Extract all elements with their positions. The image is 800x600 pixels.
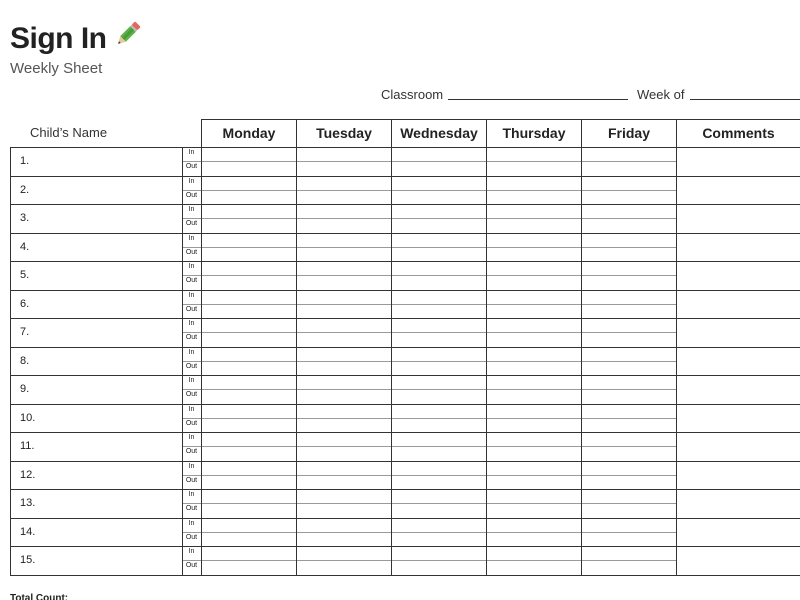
in-label: In: [188, 320, 195, 327]
day-column-divider: [486, 147, 487, 575]
time-in-cell-tuesday[interactable]: [297, 461, 390, 474]
time-in-cell-tuesday[interactable]: [297, 347, 390, 360]
page-subtitle: Weekly Sheet: [10, 60, 103, 77]
time-in-cell-wednesday[interactable]: [392, 375, 485, 388]
time-out-cell-friday[interactable]: [582, 190, 675, 203]
time-out-cell-tuesday[interactable]: [297, 190, 390, 203]
in-out-divider: [182, 275, 676, 276]
in-out-divider: [182, 161, 676, 162]
week-of-label: Week of: [637, 87, 685, 102]
in-out-divider: [182, 475, 676, 476]
time-out-cell-thursday[interactable]: [487, 446, 580, 459]
in-out-divider: [182, 389, 676, 390]
day-header-friday: Friday: [581, 119, 677, 147]
time-out-cell-thursday[interactable]: [487, 275, 580, 288]
page-title: Sign In: [10, 22, 107, 55]
time-in-cell-tuesday[interactable]: [297, 546, 390, 559]
time-in-cell-monday[interactable]: [202, 318, 295, 331]
time-in-cell-friday[interactable]: [582, 318, 675, 331]
in-out-divider: [182, 361, 676, 362]
week-of-field-line[interactable]: [690, 99, 800, 100]
row-number: 7.: [20, 326, 30, 338]
in-out-divider: [182, 446, 676, 447]
time-out-cell-friday[interactable]: [582, 275, 675, 288]
time-out-cell-tuesday[interactable]: [297, 332, 390, 345]
time-in-cell-friday[interactable]: [582, 461, 675, 474]
time-in-cell-monday[interactable]: [202, 261, 295, 274]
time-out-cell-thursday[interactable]: [487, 332, 580, 345]
time-out-cell-friday[interactable]: [582, 218, 675, 231]
time-in-cell-tuesday[interactable]: [297, 375, 390, 388]
comments-header: Comments: [676, 119, 800, 147]
classroom-label: Classroom: [381, 87, 444, 102]
time-in-cell-thursday[interactable]: [487, 461, 580, 474]
time-in-cell-thursday[interactable]: [487, 432, 580, 445]
time-in-cell-wednesday[interactable]: [392, 347, 485, 360]
row-number: 15.: [20, 554, 36, 566]
time-out-cell-tuesday[interactable]: [297, 418, 390, 431]
time-in-cell-friday[interactable]: [582, 432, 675, 445]
time-out-cell-thursday[interactable]: [487, 560, 580, 573]
time-out-cell-tuesday[interactable]: [297, 475, 390, 488]
time-in-cell-thursday[interactable]: [487, 261, 580, 274]
time-out-cell-friday[interactable]: [582, 247, 675, 260]
out-label: Out: [185, 505, 198, 512]
name-column-divider: [182, 147, 183, 575]
comments-cell[interactable]: [677, 233, 800, 261]
time-out-cell-wednesday[interactable]: [392, 503, 485, 516]
out-label: Out: [185, 476, 198, 484]
comments-cell[interactable]: [677, 546, 800, 574]
time-out-cell-monday[interactable]: [202, 190, 295, 203]
time-in-cell-monday[interactable]: [202, 404, 295, 417]
time-in-cell-tuesday[interactable]: [297, 147, 390, 160]
time-in-cell-thursday[interactable]: [487, 375, 580, 388]
row-number: 4.: [20, 240, 30, 253]
comments-cell[interactable]: [677, 404, 800, 432]
time-in-cell-wednesday[interactable]: [392, 147, 485, 160]
in-label: In: [188, 434, 195, 441]
time-out-cell-friday[interactable]: [582, 560, 675, 573]
time-out-cell-thursday[interactable]: [487, 247, 580, 260]
time-out-cell-friday[interactable]: [582, 532, 675, 545]
time-out-cell-tuesday[interactable]: [297, 304, 390, 317]
row-number: 2.: [20, 183, 30, 196]
time-out-cell-friday[interactable]: [582, 304, 675, 317]
time-in-cell-monday[interactable]: [202, 461, 295, 474]
pencil-icon: [113, 19, 143, 54]
time-in-cell-thursday[interactable]: [487, 404, 580, 417]
time-in-cell-friday[interactable]: [582, 147, 675, 160]
in-out-divider: [182, 190, 676, 191]
in-label: In: [188, 206, 195, 213]
in-label: In: [188, 149, 195, 156]
in-label: In: [188, 462, 195, 470]
time-out-cell-friday[interactable]: [582, 361, 675, 374]
time-out-cell-thursday[interactable]: [487, 418, 580, 431]
out-label: Out: [185, 362, 198, 370]
in-label: In: [188, 491, 195, 498]
in-label: In: [188, 177, 195, 185]
time-in-cell-friday[interactable]: [582, 261, 675, 274]
out-label: Out: [185, 191, 198, 199]
time-in-cell-thursday[interactable]: [487, 290, 580, 303]
row-number: 11.: [20, 440, 35, 452]
time-out-cell-thursday[interactable]: [487, 475, 580, 488]
time-out-cell-wednesday[interactable]: [392, 361, 485, 374]
comments-cell[interactable]: [677, 147, 800, 175]
time-in-cell-friday[interactable]: [582, 489, 675, 502]
time-in-cell-wednesday[interactable]: [392, 290, 485, 303]
time-out-cell-thursday[interactable]: [487, 503, 580, 516]
time-in-cell-friday[interactable]: [582, 290, 675, 303]
time-in-cell-friday[interactable]: [582, 546, 675, 559]
attendance-grid: [10, 147, 800, 575]
in-out-divider: [182, 532, 676, 533]
time-out-cell-monday[interactable]: [202, 418, 295, 431]
comments-cell[interactable]: [677, 347, 800, 375]
time-out-cell-wednesday[interactable]: [392, 161, 485, 174]
time-in-cell-tuesday[interactable]: [297, 404, 390, 417]
time-out-cell-friday[interactable]: [582, 332, 675, 345]
row-divider: [10, 575, 800, 576]
time-out-cell-monday[interactable]: [202, 304, 295, 317]
time-out-cell-wednesday[interactable]: [392, 332, 485, 345]
time-in-cell-tuesday[interactable]: [297, 233, 390, 246]
time-in-cell-friday[interactable]: [582, 404, 675, 417]
in-out-divider: [182, 218, 676, 219]
time-out-cell-wednesday[interactable]: [392, 532, 485, 545]
time-in-cell-thursday[interactable]: [487, 176, 580, 189]
child-name-header: Child’s Name: [30, 125, 108, 140]
comments-cell[interactable]: [677, 375, 800, 403]
time-in-cell-wednesday[interactable]: [392, 432, 485, 445]
time-out-cell-friday[interactable]: [582, 446, 675, 459]
time-out-cell-thursday[interactable]: [487, 161, 580, 174]
day-column-divider: [296, 147, 297, 575]
time-out-cell-monday[interactable]: [202, 560, 295, 573]
time-in-cell-monday[interactable]: [202, 518, 295, 531]
time-out-cell-monday[interactable]: [202, 161, 295, 174]
time-out-cell-thursday[interactable]: [487, 389, 580, 402]
time-in-cell-wednesday[interactable]: [392, 518, 485, 531]
grid-top-border: [10, 147, 800, 148]
in-label: In: [188, 519, 195, 527]
time-in-cell-monday[interactable]: [202, 290, 295, 303]
comments-cell[interactable]: [677, 318, 800, 346]
time-in-cell-tuesday[interactable]: [297, 489, 390, 502]
out-label: Out: [185, 448, 198, 455]
time-in-cell-tuesday[interactable]: [297, 290, 390, 303]
out-label: Out: [185, 533, 198, 541]
time-out-cell-thursday[interactable]: [487, 304, 580, 317]
in-out-divider: [182, 332, 676, 333]
total-count-label: Total Count:: [10, 593, 69, 600]
time-in-cell-tuesday[interactable]: [297, 176, 390, 189]
time-out-cell-wednesday[interactable]: [392, 560, 485, 573]
time-in-cell-monday[interactable]: [202, 176, 295, 189]
time-out-cell-wednesday[interactable]: [392, 275, 485, 288]
day-header-monday: Monday: [201, 119, 297, 147]
time-in-cell-tuesday[interactable]: [297, 432, 390, 445]
time-in-cell-wednesday[interactable]: [392, 176, 485, 189]
row-number: 3.: [20, 212, 30, 224]
day-header-tuesday: Tuesday: [296, 119, 392, 147]
out-label: Out: [185, 305, 198, 313]
time-in-cell-tuesday[interactable]: [297, 518, 390, 531]
time-in-cell-monday[interactable]: [202, 233, 295, 246]
time-out-cell-tuesday[interactable]: [297, 560, 390, 573]
out-label: Out: [185, 334, 198, 341]
row-number: 13.: [20, 497, 36, 509]
time-in-cell-wednesday[interactable]: [392, 404, 485, 417]
time-out-cell-friday[interactable]: [582, 475, 675, 488]
time-out-cell-wednesday[interactable]: [392, 304, 485, 317]
row-number: 10.: [20, 411, 36, 424]
row-number: 8.: [20, 354, 30, 367]
time-in-cell-wednesday[interactable]: [392, 489, 485, 502]
row-number: 5.: [20, 269, 30, 281]
day-header-wednesday: Wednesday: [391, 119, 487, 147]
time-in-cell-wednesday[interactable]: [392, 461, 485, 474]
in-out-divider: [182, 503, 676, 504]
row-number: 12.: [20, 468, 36, 481]
classroom-field-line[interactable]: [448, 99, 628, 100]
time-out-cell-wednesday[interactable]: [392, 475, 485, 488]
out-label: Out: [185, 562, 198, 569]
time-out-cell-thursday[interactable]: [487, 218, 580, 231]
time-out-cell-wednesday[interactable]: [392, 218, 485, 231]
time-out-cell-wednesday[interactable]: [392, 190, 485, 203]
out-label: Out: [185, 419, 198, 427]
comments-cell[interactable]: [677, 261, 800, 289]
time-out-cell-tuesday[interactable]: [297, 161, 390, 174]
time-out-cell-tuesday[interactable]: [297, 218, 390, 231]
time-out-cell-monday[interactable]: [202, 503, 295, 516]
row-number: 14.: [20, 525, 36, 538]
time-in-cell-thursday[interactable]: [487, 546, 580, 559]
in-label: In: [188, 405, 195, 413]
time-in-cell-thursday[interactable]: [487, 518, 580, 531]
out-label: Out: [185, 277, 198, 284]
time-out-cell-wednesday[interactable]: [392, 389, 485, 402]
row-number: 6.: [20, 297, 30, 310]
comments-cell[interactable]: [677, 461, 800, 489]
time-in-cell-thursday[interactable]: [487, 489, 580, 502]
day-column-divider: [581, 147, 582, 575]
time-in-cell-friday[interactable]: [582, 518, 675, 531]
time-in-cell-wednesday[interactable]: [392, 261, 485, 274]
in-out-divider: [182, 247, 676, 248]
time-in-cell-monday[interactable]: [202, 546, 295, 559]
out-label: Out: [185, 391, 198, 398]
time-in-cell-thursday[interactable]: [487, 147, 580, 160]
in-out-divider: [182, 418, 676, 419]
time-out-cell-thursday[interactable]: [487, 532, 580, 545]
time-out-cell-tuesday[interactable]: [297, 446, 390, 459]
comments-cell[interactable]: [677, 176, 800, 204]
time-out-cell-friday[interactable]: [582, 161, 675, 174]
time-in-cell-wednesday[interactable]: [392, 318, 485, 331]
time-in-cell-tuesday[interactable]: [297, 318, 390, 331]
comments-cell[interactable]: [677, 432, 800, 460]
time-in-cell-thursday[interactable]: [487, 233, 580, 246]
time-in-cell-friday[interactable]: [582, 375, 675, 388]
time-out-cell-monday[interactable]: [202, 247, 295, 260]
time-in-cell-thursday[interactable]: [487, 318, 580, 331]
in-label: In: [188, 548, 195, 555]
row-number: 9.: [20, 383, 30, 395]
time-out-cell-monday[interactable]: [202, 332, 295, 345]
time-in-cell-monday[interactable]: [202, 147, 295, 160]
time-in-cell-friday[interactable]: [582, 233, 675, 246]
time-in-cell-monday[interactable]: [202, 375, 295, 388]
time-in-cell-thursday[interactable]: [487, 347, 580, 360]
time-out-cell-wednesday[interactable]: [392, 418, 485, 431]
day-column-divider: [676, 147, 677, 575]
time-in-cell-friday[interactable]: [582, 176, 675, 189]
time-out-cell-monday[interactable]: [202, 218, 295, 231]
comments-cell[interactable]: [677, 290, 800, 318]
time-out-cell-tuesday[interactable]: [297, 503, 390, 516]
out-label: Out: [185, 220, 198, 227]
day-column-divider: [391, 147, 392, 575]
time-out-cell-tuesday[interactable]: [297, 247, 390, 260]
time-out-cell-thursday[interactable]: [487, 190, 580, 203]
title-block: [10, 22, 143, 56]
time-out-cell-monday[interactable]: [202, 389, 295, 402]
grid-left-border: [10, 147, 11, 575]
time-out-cell-friday[interactable]: [582, 389, 675, 402]
time-out-cell-wednesday[interactable]: [392, 247, 485, 260]
time-in-cell-monday[interactable]: [202, 432, 295, 445]
time-out-cell-friday[interactable]: [582, 503, 675, 516]
comments-cell[interactable]: [677, 518, 800, 546]
time-out-cell-monday[interactable]: [202, 532, 295, 545]
time-in-cell-monday[interactable]: [202, 347, 295, 360]
time-in-cell-monday[interactable]: [202, 489, 295, 502]
in-label: In: [188, 291, 195, 299]
time-out-cell-monday[interactable]: [202, 361, 295, 374]
in-out-divider: [182, 304, 676, 305]
comments-cell[interactable]: [677, 489, 800, 517]
time-out-cell-tuesday[interactable]: [297, 532, 390, 545]
in-out-divider: [182, 560, 676, 561]
in-label: In: [188, 234, 195, 242]
time-in-cell-tuesday[interactable]: [297, 261, 390, 274]
time-out-cell-wednesday[interactable]: [392, 446, 485, 459]
time-out-cell-monday[interactable]: [202, 475, 295, 488]
row-number: 1.: [20, 155, 30, 167]
time-out-cell-tuesday[interactable]: [297, 361, 390, 374]
day-header-thursday: Thursday: [486, 119, 582, 147]
in-label: In: [188, 377, 195, 384]
time-in-cell-friday[interactable]: [582, 204, 675, 217]
in-label: In: [188, 263, 195, 270]
in-label: In: [188, 348, 195, 356]
time-out-cell-monday[interactable]: [202, 446, 295, 459]
time-in-cell-monday[interactable]: [202, 204, 295, 217]
time-out-cell-tuesday[interactable]: [297, 275, 390, 288]
time-out-cell-friday[interactable]: [582, 418, 675, 431]
time-out-cell-tuesday[interactable]: [297, 389, 390, 402]
time-in-cell-tuesday[interactable]: [297, 204, 390, 217]
time-out-cell-monday[interactable]: [202, 275, 295, 288]
out-label: Out: [185, 163, 198, 170]
time-out-cell-thursday[interactable]: [487, 361, 580, 374]
time-in-cell-thursday[interactable]: [487, 204, 580, 217]
day-column-divider: [201, 147, 202, 575]
time-in-cell-wednesday[interactable]: [392, 204, 485, 217]
out-label: Out: [185, 248, 198, 256]
comments-cell[interactable]: [677, 204, 800, 232]
time-in-cell-wednesday[interactable]: [392, 233, 485, 246]
time-in-cell-wednesday[interactable]: [392, 546, 485, 559]
time-in-cell-friday[interactable]: [582, 347, 675, 360]
